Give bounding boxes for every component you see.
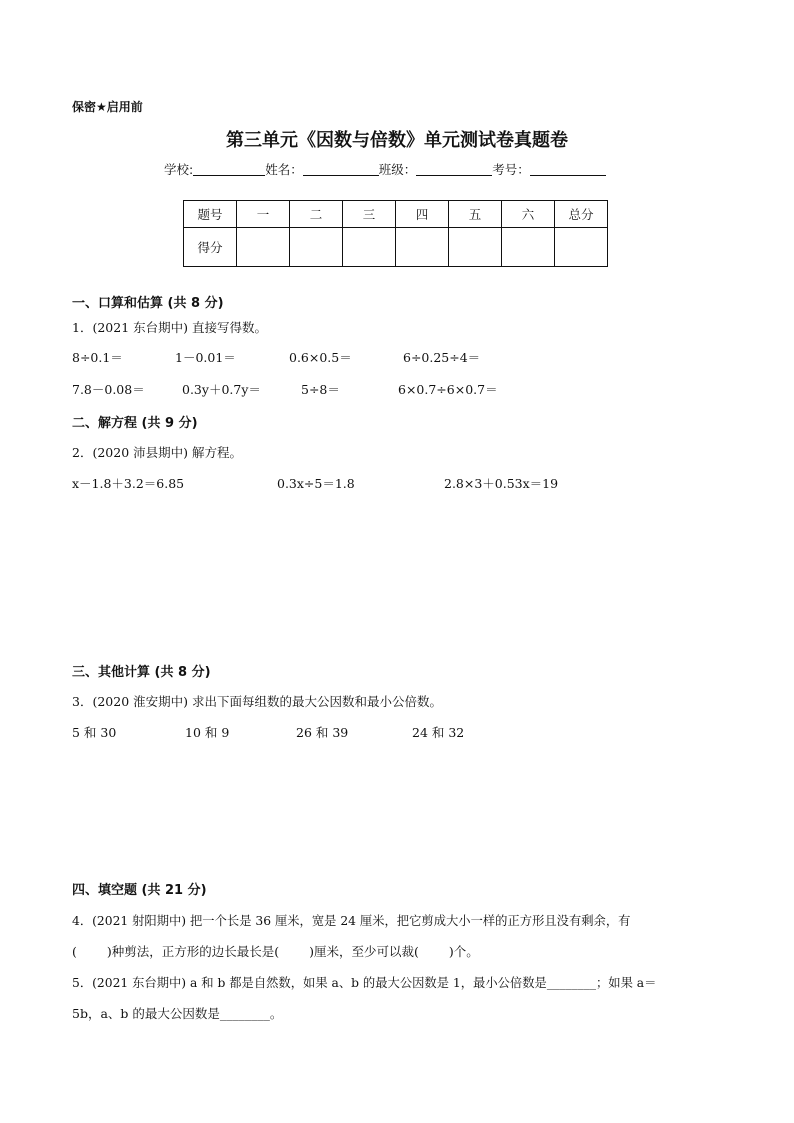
student-info-line [164,160,606,178]
equation-item: x－1.8＋3.2＝6.85 [72,476,185,491]
calc-item: 6×0.7÷6×0.7＝ [398,382,498,397]
question-2: 2．(2020 沛县期中) 解方程。 [72,445,242,460]
school-label: 学校: [164,162,194,177]
calc-item: 6÷0.25÷4＝ [403,350,481,365]
confidential-mark: 保密★启用前 [72,100,143,114]
calc-item: 8÷0.1＝ [72,350,123,365]
page-title: 第三单元《因数与倍数》单元测试卷真题卷 [226,130,568,151]
score-header-cell: 六 [502,201,555,228]
score-header-cell: 三 [343,201,396,228]
exam-no-label: 考号： [492,162,530,177]
calc-item: 5÷8＝ [301,382,340,397]
score-table-header-row [184,201,608,228]
exam-no-field[interactable] [530,162,606,176]
number-pair: 24 和 32 [412,725,465,740]
score-header-cell: 四 [396,201,449,228]
question-3: 3．(2020 淮安期中) 求出下面每组数的最大公因数和最小公倍数。 [72,694,442,709]
score-header-cell: 二 [290,201,343,228]
question-5-line-1: 5．(2021 东台期中) a 和 b 都是自然数，如果 a、b 的最大公因数是 1，最小公倍数是________；如果 a＝ [72,976,657,990]
class-label: 班级： [378,162,417,177]
number-pair: 5 和 30 [72,725,117,740]
question-4-line-2: ( )种剪法，正方形的边长最长是( )厘米，至少可以裁( )个。 [72,944,479,959]
score-cell[interactable] [290,228,343,267]
name-field[interactable] [303,162,379,176]
section-heading-3: 三、其他计算 (共 8 分) [72,665,211,680]
section-heading-2: 二、解方程 (共 9 分) [72,416,198,431]
school-field[interactable] [193,162,265,176]
question-1: 1．(2021 东台期中) 直接写得数。 [72,320,267,335]
calc-item: 1－0.01＝ [175,350,236,365]
question-5-line-2: 5b，a、b 的最大公因数是________。 [72,1006,283,1021]
score-row-label: 得分 [184,228,237,267]
calc-item: 0.6×0.5＝ [289,350,352,365]
score-header-cell: 总分 [555,201,608,228]
section-heading-4: 四、填空题 (共 21 分) [72,883,207,898]
calc-item: 7.8－0.08＝ [72,382,145,397]
equation-item: 0.3x÷5＝1.8 [277,476,355,491]
equation-item: 2.8×3＋0.53x＝19 [444,476,559,491]
score-table [183,200,608,267]
score-header-cell: 一 [237,201,290,228]
score-cell[interactable] [555,228,608,267]
class-field[interactable] [416,162,492,176]
score-cell[interactable] [237,228,290,267]
score-cell[interactable] [343,228,396,267]
score-header-cell: 五 [449,201,502,228]
number-pair: 10 和 9 [185,725,230,740]
score-cell[interactable] [502,228,555,267]
score-cell[interactable] [449,228,502,267]
score-table-score-row [184,228,608,267]
score-cell[interactable] [396,228,449,267]
number-pair: 26 和 39 [296,725,349,740]
question-4-line-1: 4．(2021 射阳期中) 把一个长是 36 厘米，宽是 24 厘米，把它剪成大小一样的正方形且没有剩余，有 [72,914,631,928]
calc-item: 0.3y＋0.7y＝ [182,382,261,397]
name-label: 姓名： [265,162,303,177]
score-header-cell: 题号 [184,201,237,228]
section-heading-1: 一、口算和估算 (共 8 分) [72,296,224,311]
